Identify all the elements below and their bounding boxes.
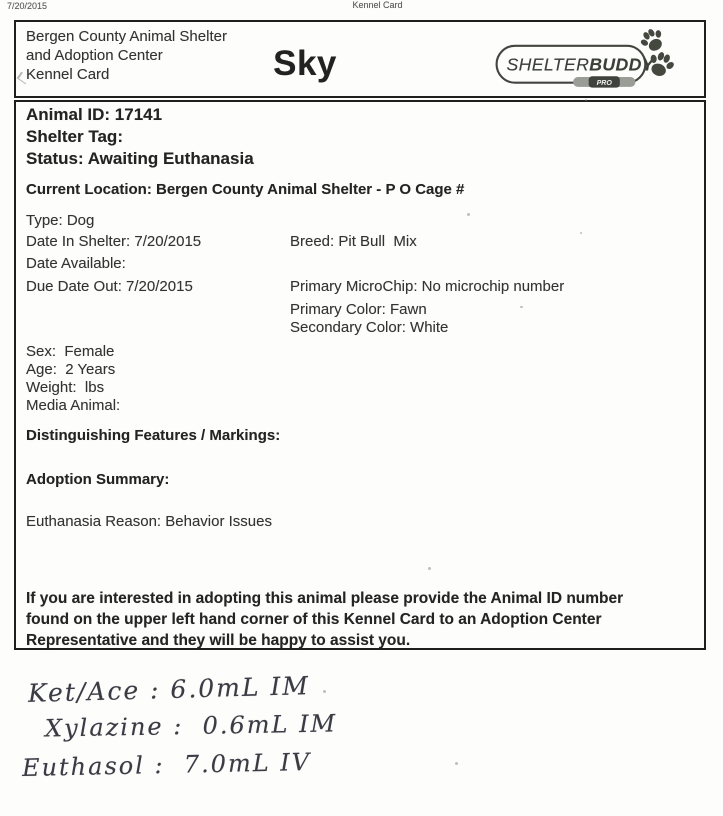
status-line: Status: Awaiting Euthanasia (26, 149, 254, 169)
shelter-tag-line: Shelter Tag: (26, 127, 123, 147)
scan-speck (428, 567, 431, 570)
secondary-color-line: Secondary Color: White (290, 319, 449, 336)
org-name-line: and Adoption Center (26, 47, 163, 64)
handwritten-note-ket-ace: Ket/Ace : 6.0mL IM (27, 671, 311, 708)
due-date-out-line: Due Date Out: 7/20/2015 (26, 278, 193, 295)
date-available-line: Date Available: (26, 255, 126, 272)
adoption-notice-line: If you are interested in adopting this animal please provide the Animal ID number (26, 590, 624, 607)
date-in-shelter-line: Date In Shelter: 7/20/2015 (26, 233, 202, 250)
distinguishing-features-heading: Distinguishing Features / Markings: (26, 427, 281, 444)
media-animal-line: Media Animal: (26, 396, 121, 414)
org-name-line: Bergen County Animal Shelter (26, 28, 227, 45)
logo-pro-label: PRO (596, 78, 612, 87)
scan-speck (323, 690, 326, 693)
scan-speck (467, 213, 470, 216)
print-title: Kennel Card (352, 0, 403, 10)
animal-name: Sky (273, 44, 337, 83)
primary-microchip-line: Primary MicroChip: No microchip number (290, 278, 565, 295)
primary-color-line: Primary Color: Fawn (290, 301, 427, 318)
shelterbuddy-logo (466, 26, 700, 94)
scan-speck (585, 99, 587, 101)
scan-speck (520, 306, 523, 308)
adoption-notice (26, 588, 623, 651)
logo-wordmark (507, 55, 656, 75)
handwritten-note-xylazine: Xylazine : 0.6mL IM (44, 709, 338, 743)
age-line: Age: 2 Years (26, 360, 116, 378)
vitals-block (26, 343, 120, 415)
sex-line: Sex: Female (26, 343, 115, 360)
header-box (14, 20, 706, 98)
current-location-line: Current Location: Bergen County Animal Shelter - P O Cage # (26, 181, 465, 198)
org-card-type-line: Kennel Card (26, 66, 110, 83)
print-date: 7/20/2015 (7, 1, 48, 11)
weight-line: Weight: lbs (26, 378, 105, 396)
euthanasia-reason-line: Euthanasia Reason: Behavior Issues (26, 513, 272, 530)
adoption-notice-line: found on the upper left hand corner of this Kennel Card to an Adoption Center (26, 611, 602, 628)
animal-id-line: Animal ID: 17141 (26, 105, 163, 124)
logo-text-buddy: BUDDY (589, 54, 654, 75)
logo-text-shelter: SHELTER (506, 54, 590, 75)
id-block (26, 104, 254, 171)
kennel-card-body (14, 100, 706, 650)
adoption-summary-heading: Adoption Summary: (26, 471, 170, 488)
breed-line: Breed: Pit Bull Mix (290, 233, 417, 250)
scan-speck (580, 232, 582, 234)
handwritten-note-euthasol: Euthasol : 7.0mL IV (21, 747, 312, 783)
scan-speck (455, 762, 458, 765)
adoption-notice-line: Representative and they will be happy to assist you. (26, 632, 411, 649)
type-line: Type: Dog (26, 212, 95, 229)
